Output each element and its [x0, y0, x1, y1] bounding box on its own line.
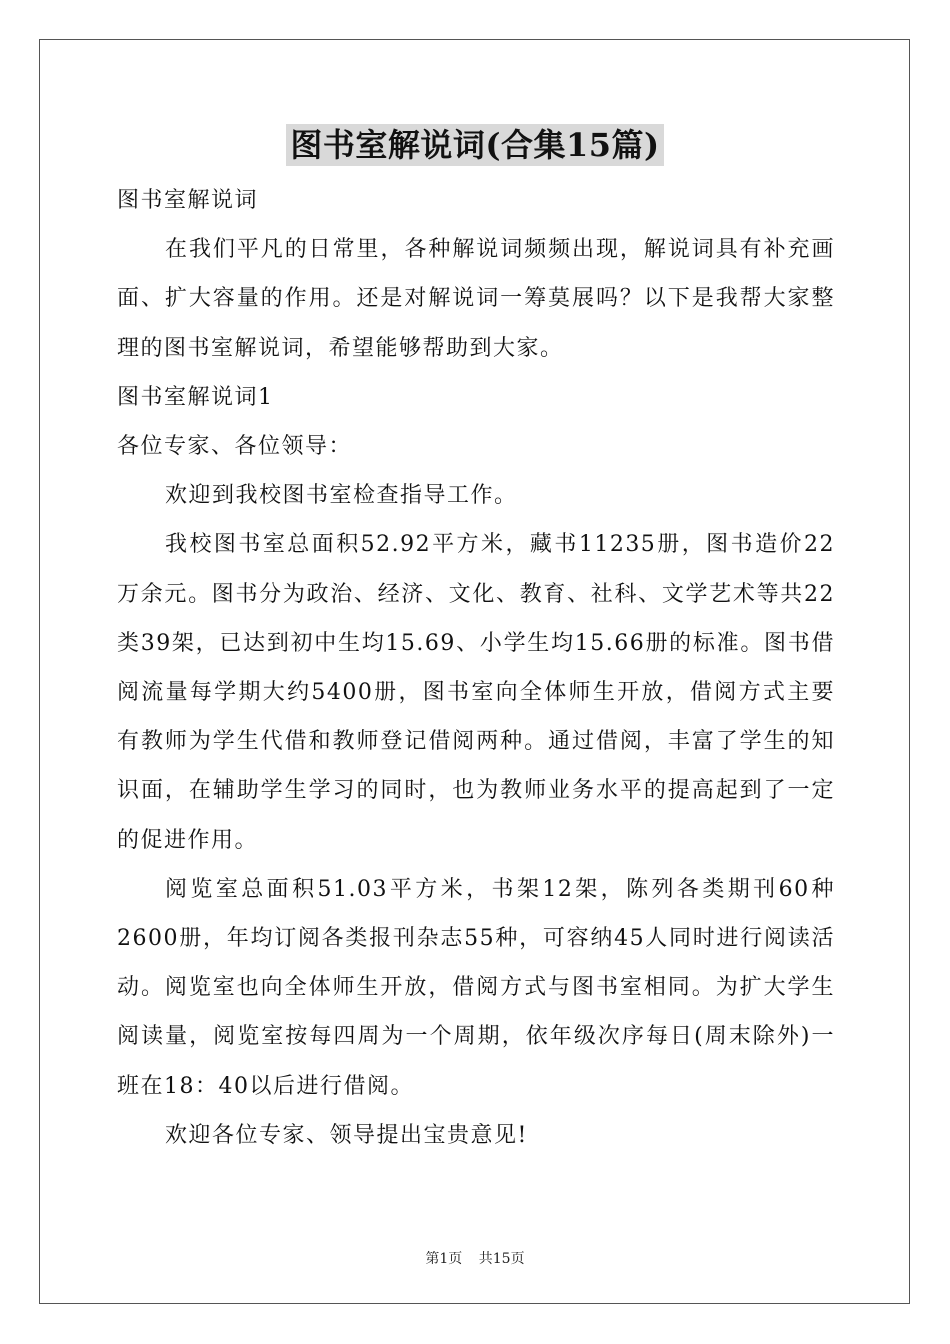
library-paragraph: 我校图书室总面积52.92平方米，藏书11235册，图书造价22万余元。图书分为政治、经济、文化、教育、社科、文学艺术等共22类39架，已达到初中生均15.69、小学生均15.66册的标准。图书借阅流量每学期大约5400册，图书室向全体师生开放，借阅方式主要有教师为学生代借和教师登记借阅两种。通过借阅，丰富了学生的知识面，在辅助学生学习的同时，也为教师业务水平的提高起到了一定的促进作用。 — [117, 532, 835, 853]
page-footer — [0, 1248, 950, 1268]
document-title: 图书室解说词(合集15篇) — [286, 124, 663, 166]
page-total: 共15页 — [478, 1251, 525, 1267]
page-number: 第1页 — [425, 1251, 463, 1267]
section-heading-1: 图书室解说词1 — [117, 384, 274, 410]
reading-room-paragraph: 阅览室总面积51.03平方米，书架12架，陈列各类期刊60种2600册，年均订阅各类报刊杂志55种，可容纳45人同时进行阅读活动。阅览室也向全体师生开放，借阅方式与图书室相同。为扩大学生阅读量，阅览室按每四周为一个周期，依年级次序每日(周末除外)一班在18：40以后进行借阅。 — [117, 876, 835, 1099]
salutation: 各位专家、各位领导： — [117, 434, 353, 460]
welcome-paragraph: 欢迎到我校图书室检查指导工作。 — [165, 483, 518, 509]
section-heading: 图书室解说词 — [117, 188, 259, 213]
closing-paragraph: 欢迎各位专家、领导提出宝贵意见! — [165, 1122, 528, 1148]
intro-paragraph: 在我们平凡的日常里，各种解说词频频出现，解说词具有补充画面、扩大容量的作用。还是对解说词一筹莫展吗？以下是我帮大家整理的图书室解说词，希望能够帮助到大家。 — [117, 237, 835, 361]
title-container — [0, 124, 950, 166]
document-body — [117, 176, 835, 1160]
